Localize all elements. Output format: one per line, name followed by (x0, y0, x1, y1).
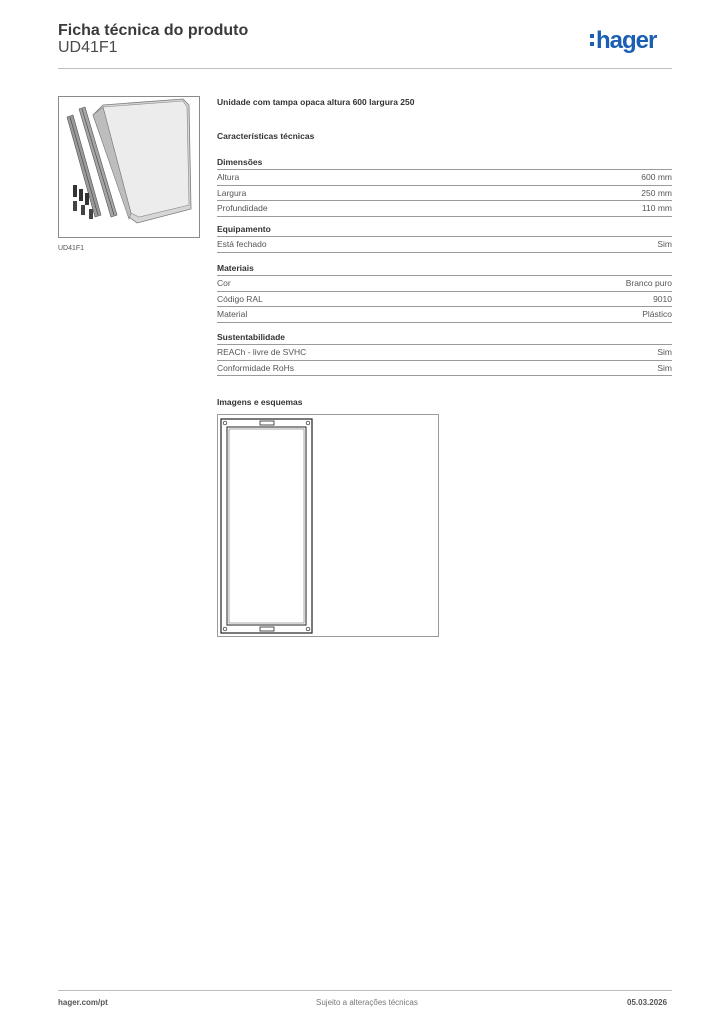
spec-row (217, 276, 672, 292)
product-description: Unidade com tampa opaca altura 600 largura 250 (217, 97, 415, 107)
group-title: Sustentabilidade (217, 332, 672, 345)
group-title: Equipamento (217, 224, 672, 237)
spec-label: Está fechado (217, 239, 267, 249)
spec-row (217, 201, 672, 217)
spec-label: REACh - livre de SVHC (217, 347, 307, 357)
footer-date: 05.03.2026 (627, 998, 668, 1007)
spec-row (217, 345, 672, 361)
spec-label: Profundidade (217, 203, 268, 213)
group-dimensions (217, 157, 672, 217)
spec-value: Sim (657, 362, 672, 373)
images-heading: Imagens e esquemas (217, 397, 303, 407)
logo-dots-icon (590, 34, 594, 48)
technical-drawing (217, 414, 439, 637)
spec-row (217, 292, 672, 308)
logo-text: hager (596, 27, 657, 54)
spec-value: Plástico (642, 309, 672, 319)
spec-label: Altura (217, 172, 240, 182)
spec-label: Cor (217, 278, 231, 288)
spec-value: Sim (657, 239, 672, 249)
spec-value: Sim (657, 347, 672, 357)
spec-value: 600 mm (641, 172, 672, 182)
spec-label: Largura (217, 187, 247, 198)
spec-label: Conformidade RoHs (217, 362, 295, 373)
group-sustainability (217, 332, 672, 376)
spec-row (217, 186, 672, 202)
footer-website-link[interactable]: hager.com/pt (58, 998, 108, 1007)
hager-logo[interactable] (590, 28, 656, 54)
technical-characteristics-heading: Características técnicas (217, 131, 315, 141)
product-photo-illustration (59, 97, 199, 237)
group-equipment (217, 224, 672, 253)
spec-row (217, 307, 672, 323)
spec-label: Código RAL (217, 293, 263, 304)
photo-caption: UD41F1 (58, 245, 85, 252)
spec-value: 9010 (653, 293, 672, 304)
product-reference: UD41F1 (58, 39, 118, 56)
spec-value: 250 mm (641, 187, 672, 198)
group-title: Materiais (217, 263, 672, 276)
spec-label: Material (217, 309, 248, 319)
footer-divider (58, 990, 672, 991)
product-photo (58, 96, 200, 238)
footer-notice: Sujeito a alterações técnicas (316, 998, 418, 1007)
document-title: Ficha técnica do produto (58, 22, 249, 39)
technical-drawing-illustration (218, 415, 438, 636)
header-divider (58, 68, 672, 69)
spec-row (217, 361, 672, 377)
spec-value: 110 mm (641, 203, 672, 213)
spec-row (217, 237, 672, 253)
spec-value: Branco puro (625, 278, 672, 288)
spec-row (217, 170, 672, 186)
group-title: Dimensões (217, 157, 672, 170)
group-materials (217, 263, 672, 323)
